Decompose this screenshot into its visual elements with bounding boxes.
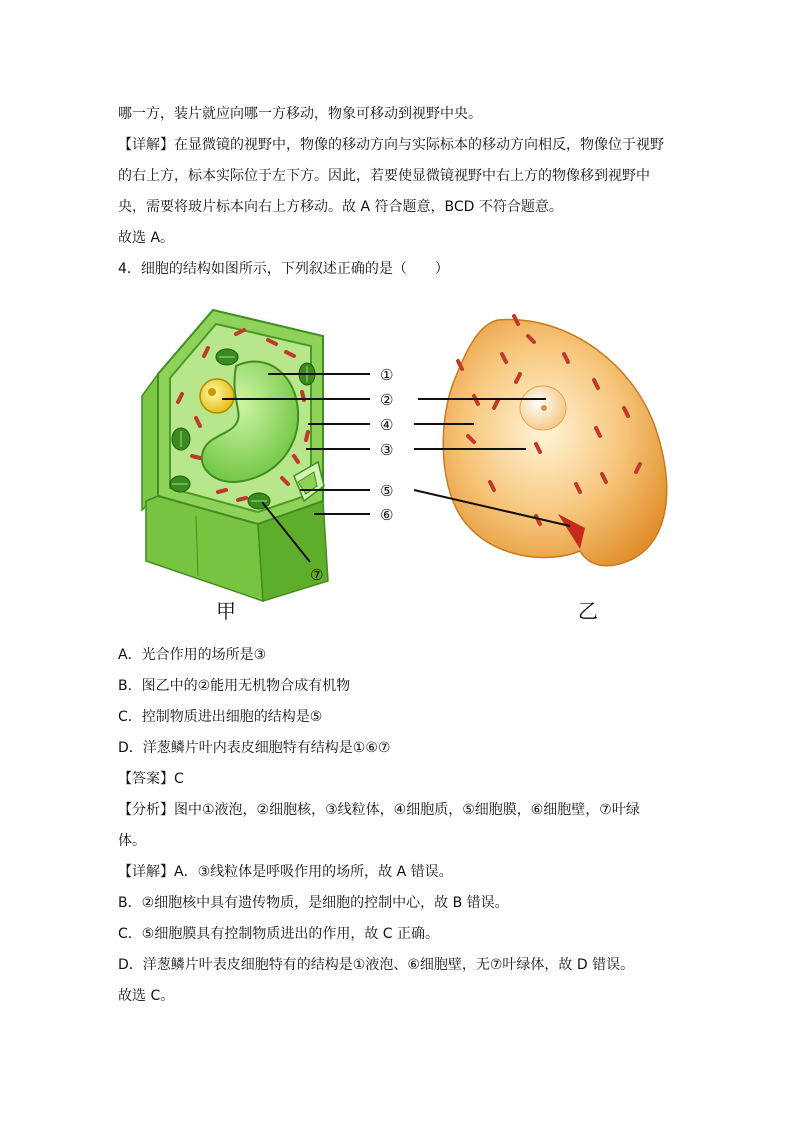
callout-6: ⑥: [380, 506, 394, 524]
animal-cell: [443, 316, 666, 566]
callout-3: ③: [380, 441, 394, 459]
plant-cell: [142, 310, 328, 601]
cell-diagram: [118, 296, 688, 636]
option-a: A．光合作用的场所是③: [118, 647, 267, 663]
detail-c: C．⑤细胞膜具有控制物质进出的作用，故 C 正确。: [118, 926, 440, 942]
conclusion: 故选 C。: [118, 988, 175, 1004]
detail-d: D．洋葱鳞片叶表皮细胞特有的结构是①液泡、⑥细胞壁，无⑦叶绿体，故 D 错误。: [118, 957, 635, 973]
question-stem: 4．细胞的结构如图所示，下列叙述正确的是（ ）: [118, 261, 449, 277]
callout-7: ⑦: [310, 566, 324, 584]
analysis-line-cont: 体。: [118, 833, 146, 849]
option-b: B．图乙中的②能用无机物合成有机物: [118, 678, 351, 694]
cell-figure: [118, 296, 688, 636]
answer-line: 【答案】C: [118, 771, 184, 787]
detail-b: B．②细胞核中具有遗传物质，是细胞的控制中心，故 B 错误。: [118, 895, 509, 911]
option-c: C．控制物质进出细胞的结构是⑤: [118, 709, 323, 725]
text-line: 【详解】在显微镜的视野中，物像的移动方向与实际标本的移动方向相反，物像位于视野: [118, 137, 664, 153]
text-line: 央，需要将玻片标本向右上方移动。故 A 符合题意，BCD 不符合题意。: [118, 199, 563, 215]
text-line: 故选 A。: [118, 230, 175, 246]
callout-2: ②: [380, 391, 394, 409]
label-plant-cell: 甲: [216, 599, 236, 623]
callout-4: ④: [380, 416, 394, 434]
option-d: D．洋葱鳞片叶内表皮细胞特有结构是①⑥⑦: [118, 740, 391, 756]
text-line: 的右上方，标本实际位于左下方。因此，若要使显微镜视野中右上方的物像移到视野中: [118, 168, 650, 184]
detail-a: 【详解】A．③线粒体是呼吸作用的场所，故 A 错误。: [118, 864, 453, 880]
callout-1: ①: [380, 366, 394, 384]
label-animal-cell: 乙: [578, 599, 598, 623]
text-line: 哪一方，装片就应向哪一方移动，物象可移动到视野中央。: [118, 106, 482, 122]
callout-5: ⑤: [380, 482, 394, 500]
analysis-line: 【分析】图中①液泡，②细胞核，③线粒体，④细胞质，⑤细胞膜，⑥细胞壁，⑦叶绿: [118, 802, 640, 818]
